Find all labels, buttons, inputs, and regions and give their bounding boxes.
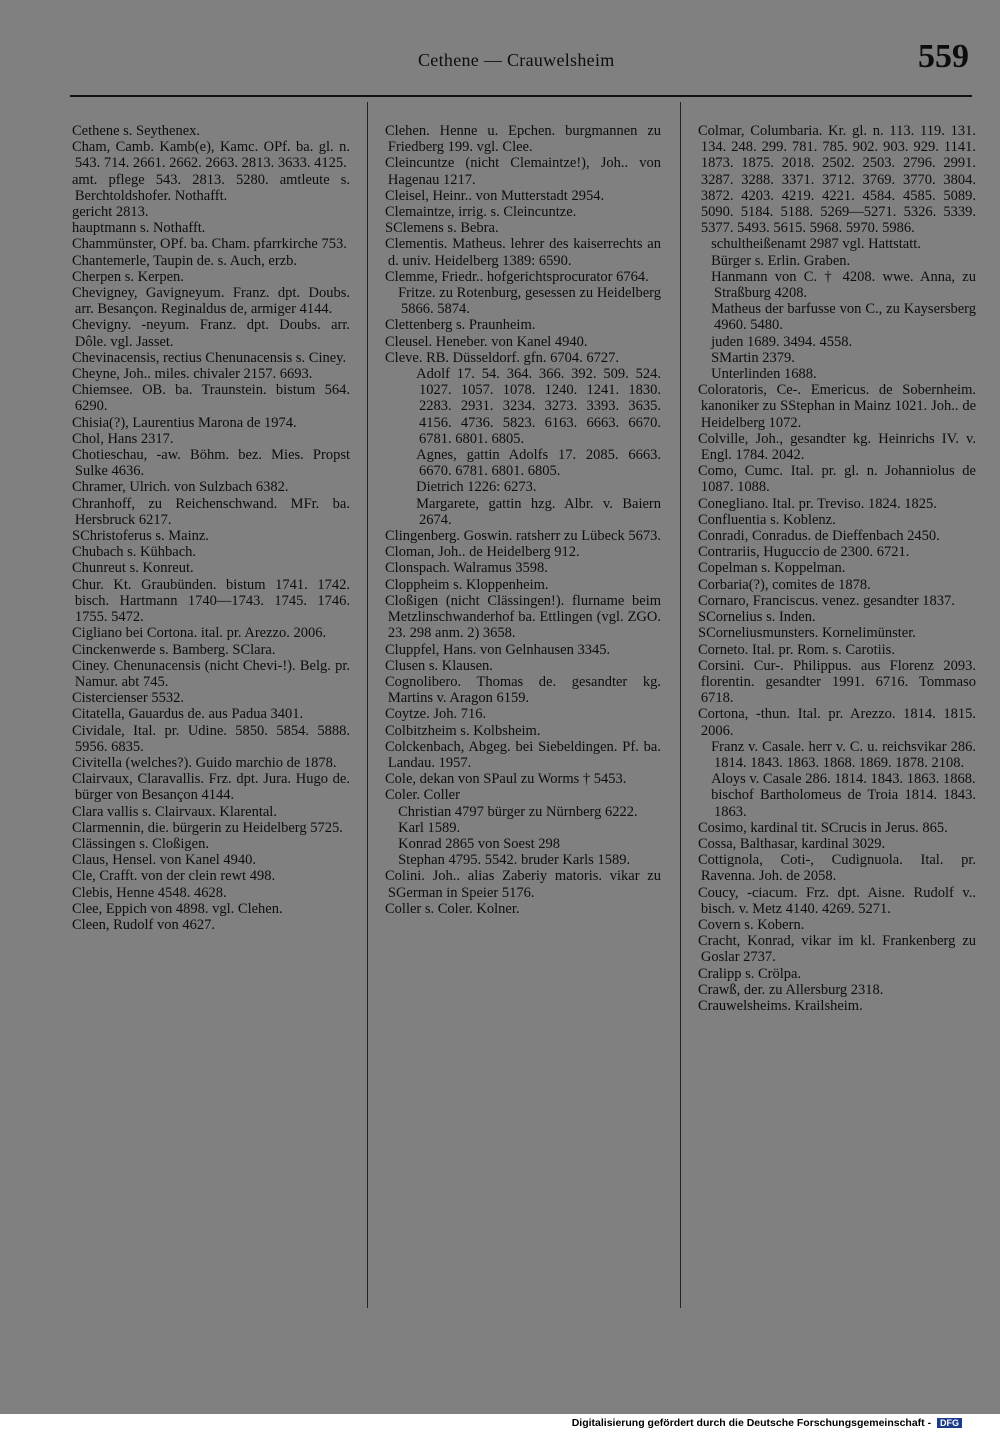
index-column-3 <box>698 123 976 1014</box>
index-entry: Colckenbach, Abgeg. bei Siebeldingen. Pf. ba. Landau. 1957. <box>385 738 661 771</box>
index-entry: Citatella, Gauardus de. aus Padua 3401. <box>72 706 304 723</box>
index-entry: Konrad 2865 von Soest 298 <box>398 835 561 852</box>
index-entry: Colmar, Columbaria. Kr. gl. n. 113. 119. 131. 134. 248. 299. 781. 785. 902. 903. 929. 1141. 1873. 1875. 2018. 2502. 2503. 2796. 2991. 3287. 3288. 3371. 3712. 3769. 3770. 3804. 3872. 4203. 4219. 4221. 4584. 4585. 5089. 5090. 5184. 5188. 5269—5271. 5326. 5339. 5377. 5493. 5615. 5968. 5970. 5986. <box>698 123 976 237</box>
index-entry: Corneto. Ital. pr. Rom. s. Carotiis. <box>698 641 895 658</box>
index-entry: Cleisel, Heinr.. von Mutterstadt 2954. <box>385 187 605 204</box>
index-entry: Clementis. Matheus. lehrer des kaiserrechts an d. univ. Heidelberg 1389: 6590. <box>385 236 661 269</box>
index-entry: Cheyne, Joh.. miles. chivaler 2157. 6693. <box>72 366 313 383</box>
index-entry: Colini. Joh.. alias Zaberiy matoris. vikar zu SGerman in Speier 5176. <box>385 868 661 901</box>
index-entry: amt. pflege 543. 2813. 5280. amtleute s. Berchtoldshofer. Nothafft. <box>72 171 350 204</box>
index-entry: Chotieschau, -aw. Böhm. bez. Mies. Propst Sulke 4636. <box>72 447 350 480</box>
index-entry: SCornelius s. Inden. <box>698 609 816 626</box>
index-entry: Cralipp s. Crölpa. <box>698 965 802 982</box>
index-entry: Coytze. Joh. 716. <box>385 706 487 723</box>
index-entry: Dietrich 1226: 6273. <box>416 479 537 496</box>
index-entry: Chevinacensis, rectius Chenunacensis s. Ciney. <box>72 349 347 366</box>
index-entry: Covern s. Kobern. <box>698 916 805 933</box>
index-column-1 <box>72 123 350 933</box>
index-entry: Cloßigen (nicht Clässingen!). flurname beim Metzlinschwanderhof ba. Ettlingen (vgl. ZGO. 23. 298 anm. 2) 3658. <box>385 592 661 642</box>
index-entry: Cloppheim s. Kloppenheim. <box>385 576 549 593</box>
index-entry: Chantemerle, Taupin de. s. Auch, erzb. <box>72 252 298 269</box>
index-entry: Clairvaux, Claravallis. Frz. dpt. Jura. Hugo de. bürger von Besançon 4144. <box>72 771 350 804</box>
index-entry: Colbitzheim s. Kolbsheim. <box>385 722 541 739</box>
index-entry: Claus, Hensel. von Kanel 4940. <box>72 852 257 869</box>
index-entry: Corbaria(?), comites de 1878. <box>698 576 871 593</box>
dfg-logo: DFG <box>937 1418 962 1428</box>
index-entry: Contrariis, Huguccio de 2300. 6721. <box>698 544 910 561</box>
index-entry: Cracht, Konrad, vikar im kl. Frankenberg zu Goslar 2737. <box>698 933 976 966</box>
index-entry: Fritze. zu Rotenburg, gesessen zu Heidelberg 5866. 5874. <box>398 285 661 318</box>
index-entry: Coller s. Coler. Kolner. <box>385 900 520 917</box>
index-entry: Coloratoris, Ce-. Emericus. de Sobernheim. kanoniker zu SStephan in Mainz 1021. Joh.. de Heidelberg 1072. <box>698 382 976 431</box>
footer-text: Digitalisierung gefördert durch die Deutsche Forschungsgemeinschaft - <box>571 1417 932 1429</box>
index-entry: Bürger s. Erlin. Graben. <box>711 252 851 269</box>
index-entry: Clemme, Friedr.. hofgerichtsprocurator 6764. <box>385 268 649 285</box>
index-entry: Como, Cumc. Ital. pr. gl. n. Johanniolus de 1087. 1088. <box>698 463 976 496</box>
index-entry: Cethene s. Seythenex. <box>72 123 201 139</box>
index-entry: Chranhoff, zu Reichenschwand. MFr. ba. Hersbruck 6217. <box>72 495 350 528</box>
index-entry: SClemens s. Bebra. <box>385 220 499 237</box>
index-entry: Matheus der barfusse von C., zu Kaysersberg 4960. 5480. <box>711 301 976 334</box>
index-entry: SCorneliusmunsters. Kornelimünster. <box>698 625 916 642</box>
index-entry: Agnes, gattin Adolfs 17. 2085. 6663. 6670. 6781. 6801. 6805. <box>416 447 661 480</box>
index-entry: hauptmann s. Nothafft. <box>72 220 206 237</box>
index-entry: Chisia(?), Laurentius Marona de 1974. <box>72 414 297 431</box>
index-entry: Cinckenwerde s. Bamberg. SClara. <box>72 641 276 658</box>
index-entry: Cottignola, Coti-, Cudignuola. Ital. pr. Ravenna. Joh. de 2058. <box>698 852 976 885</box>
index-entry: Cornaro, Franciscus. venez. gesandter 1837. <box>698 592 955 609</box>
index-entry: Hanmann von C. † 4208. wwe. Anna, zu Straßburg 4208. <box>711 268 976 302</box>
index-entry: Cistercienser 5532. <box>72 690 184 707</box>
index-entry: Corsini. Cur-. Philippus. aus Florenz 2093. florentin. gesandter 1991. 6716. Tommaso 6718. <box>698 657 976 707</box>
index-entry: Clettenberg s. Praunheim. <box>385 317 536 334</box>
index-entry: Aloys v. Casale 286. 1814. 1843. 1863. 1868. <box>711 771 976 788</box>
index-entry: Karl 1589. <box>398 819 461 836</box>
index-entry: Chur. Kt. Graubünden. bistum 1741. 1742. bisch. Hartmann 1740—1743. 1745. 1746. 1755. 5472. <box>72 576 350 626</box>
index-entry: Clingenberg. Goswin. ratsherr zu Lübeck 5673. <box>385 528 661 545</box>
index-entry: Cleve. RB. Düsseldorf. gfn. 6704. 6727. <box>385 349 619 366</box>
index-entry: Crauwelsheims. Krailsheim. <box>698 997 863 1014</box>
index-entry: Clehen. Henne u. Epchen. burgmannen zu Friedberg 199. vgl. Clee. <box>385 123 661 156</box>
index-entry: Margarete, gattin hzg. Albr. v. Baiern 2674. <box>416 495 661 528</box>
index-entry: Cleusel. Heneber. von Kanel 4940. <box>385 333 588 350</box>
index-entry: Adolf 17. 54. 364. 366. 392. 509. 524. 1027. 1057. 1078. 1240. 1241. 1830. 2283. 2931. 3234. 3273. 3393. 3635. 4156. 4736. 5823. 6163. 6663. 6670. 6781. 6801. 6805. <box>416 366 661 447</box>
index-entry: Cossa, Balthasar, kardinal 3029. <box>698 835 886 852</box>
index-entry: Cham, Camb. Kamb(e), Kamc. OPf. ba. gl. n. 543. 714. 2661. 2662. 2663. 2813. 3633. 4125. <box>72 139 350 172</box>
index-entry: Chammünster, OPf. ba. Cham. pfarrkirche 753. <box>72 236 347 253</box>
index-entry: Clebis, Henne 4548. 4628. <box>72 884 227 901</box>
index-entry: Clee, Eppich von 4898. vgl. Clehen. <box>72 900 283 917</box>
index-entry: SMartin 2379. <box>711 349 795 366</box>
index-entry: Conradi, Conradus. de Dieffenbach 2450. <box>698 528 940 545</box>
index-entry: Cloman, Joh.. de Heidelberg 912. <box>385 544 580 561</box>
index-entry: Clarmennin, die. bürgerin zu Heidelberg 5725. <box>72 819 343 836</box>
index-entry: Clemaintze, irrig. s. Cleincuntze. <box>385 204 577 221</box>
index-entry: Cognolibero. Thomas de. gesandter kg. Martins v. Aragon 6159. <box>385 673 661 707</box>
index-entry: juden 1689. 3494. 4558. <box>711 333 853 350</box>
index-entry: Ciney. Chenunacensis (nicht Chevi-!). Belg. pr. Namur. abt 745. <box>72 657 350 690</box>
page-number: 559 <box>918 38 969 75</box>
index-entry: Chol, Hans 2317. <box>72 430 174 447</box>
index-entry: Cluppfel, Hans. von Gelnhausen 3345. <box>385 641 611 658</box>
index-entry: Cherpen s. Kerpen. <box>72 268 184 285</box>
index-entry: Chiemsee. OB. ba. Traunstein. bistum 564. 6290. <box>72 382 350 415</box>
index-entry: Clusen s. Klausen. <box>385 657 493 674</box>
index-entry: gericht 2813. <box>72 204 149 221</box>
index-entry: Cigliano bei Cortona. ital. pr. Arezzo. 2006. <box>72 625 327 642</box>
index-entry: Cortona, -thun. Ital. pr. Arezzo. 1814. 1815. 2006. <box>698 706 976 739</box>
index-entry: Chevigney, Gavigneyum. Franz. dpt. Doubs. arr. Besançon. Reginaldus de, armiger 4144. <box>72 285 350 318</box>
index-entry: Clara vallis s. Clairvaux. Klarental. <box>72 803 277 820</box>
index-entry: Coucy, -ciacum. Frz. dpt. Aisne. Rudolf v.. bisch. v. Metz 4140. 4269. 5271. <box>698 884 976 917</box>
index-entry: Cle, Crafft. von der clein rewt 498. <box>72 868 276 885</box>
index-entry: Cole, dekan von SPaul zu Worms † 5453. <box>385 771 627 788</box>
index-entry: Coler. Coller <box>385 787 460 804</box>
index-entry: Clonspach. Walramus 3598. <box>385 560 548 577</box>
index-entry: schultheißenamt 2987 vgl. Hattstatt. <box>711 236 921 253</box>
index-entry: bischof Bartholomeus de Troia 1814. 1843. 1863. <box>711 787 976 820</box>
column-separator <box>367 102 368 1308</box>
column-separator <box>680 102 681 1308</box>
index-entry: Franz v. Casale. herr v. C. u. reichsvikar 286. 1814. 1843. 1863. 1868. 1869. 1878. 2108. <box>711 738 976 771</box>
index-entry: Crawß, der. zu Allersburg 2318. <box>698 981 884 998</box>
index-column-2 <box>385 123 661 917</box>
index-entry: Clässingen s. Cloßigen. <box>72 835 209 852</box>
header-rule <box>70 95 972 97</box>
index-entry: Cividale, Ital. pr. Udine. 5850. 5854. 5888. 5956. 6835. <box>72 722 350 755</box>
index-entry: Cosimo, kardinal tit. SCrucis in Jerus. 865. <box>698 819 948 836</box>
footer-credit <box>572 1417 962 1429</box>
index-entry: Copelman s. Koppelman. <box>698 560 846 577</box>
index-entry: Cleen, Rudolf von 4627. <box>72 916 215 933</box>
index-entry: Chevigny. -neyum. Franz. dpt. Doubs. arr. Dôle. vgl. Jasset. <box>72 317 350 350</box>
index-entry: Colville, Joh., gesandter kg. Heinrichs IV. v. Engl. 1784. 2042. <box>698 430 976 464</box>
index-entry: Chramer, Ulrich. von Sulzbach 6382. <box>72 479 289 496</box>
running-header: Cethene — Crauwelsheim <box>418 50 615 70</box>
index-entry: Unterlinden 1688. <box>711 366 817 383</box>
index-entry: Chunreut s. Konreut. <box>72 560 194 577</box>
index-entry: Cleincuntze (nicht Clemaintze!), Joh.. von Hagenau 1217. <box>385 155 661 188</box>
index-entry: SChristoferus s. Mainz. <box>72 528 209 545</box>
index-entry: Conegliano. Ital. pr. Treviso. 1824. 1825. <box>698 495 937 512</box>
index-entry: Christian 4797 bürger zu Nürnberg 6222. <box>398 803 638 820</box>
index-entry: Civitella (welches?). Guido marchio de 1878. <box>72 754 337 771</box>
index-entry: Stephan 4795. 5542. bruder Karls 1589. <box>398 852 631 869</box>
index-entry: Confluentia s. Koblenz. <box>698 511 836 528</box>
index-entry: Chubach s. Kühbach. <box>72 544 197 561</box>
